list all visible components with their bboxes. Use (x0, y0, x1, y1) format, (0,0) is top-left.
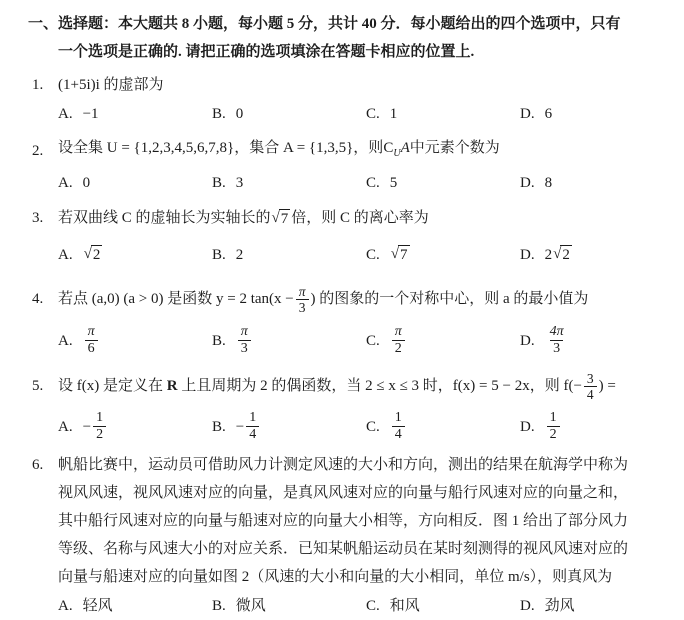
question-1-options (28, 100, 666, 128)
fraction-numerator: π (298, 283, 306, 299)
question-6-stem-line5: 向量与船速对应的向量如图 2（风速的大小和向量的大小相同，单位 m/s），则真风为 (58, 569, 613, 586)
stem-text: 倍，则 C 的离心率为 (291, 210, 429, 226)
question-5-option-b (212, 410, 366, 443)
fraction (584, 371, 597, 403)
fraction-numerator: 4π (549, 324, 564, 339)
fraction-denominator: 3 (296, 299, 309, 316)
fraction-denominator: 2 (392, 340, 405, 357)
fraction-denominator: 2 (547, 426, 560, 443)
fraction-numerator: 1 (96, 410, 104, 426)
radicand: 7 (400, 247, 408, 264)
question-6-stem-line3: 其中船行风速对应的向量与船速对应的向量大小相等，方向相反．图 1 给出了部分风力 (58, 513, 629, 530)
question-1-option-d (520, 100, 552, 128)
sqrt-expression (391, 245, 410, 265)
fraction-numerator: π (394, 324, 402, 339)
fraction-denominator: 4 (392, 426, 405, 443)
option-label: C. (366, 175, 380, 191)
question-4-option-c (366, 324, 520, 357)
question-6-option-b (212, 592, 366, 620)
sign: − (82, 418, 92, 435)
option-label: C. (366, 418, 380, 435)
fraction (85, 324, 98, 357)
fraction-denominator: 3 (238, 340, 251, 357)
fraction-numerator: 1 (394, 410, 402, 426)
option-label: A. (58, 175, 73, 191)
option-label: B. (212, 418, 226, 435)
fraction (392, 324, 405, 357)
option-label: A. (58, 332, 73, 349)
reals-symbol: R (166, 378, 178, 395)
section-header (28, 10, 666, 66)
fraction-numerator: π (87, 324, 95, 339)
question-2-option-a (58, 169, 212, 197)
radicand: 2 (92, 247, 101, 264)
option-label: A. (58, 418, 73, 435)
option-value: 5 (389, 175, 398, 191)
stem-text: ) = (598, 378, 616, 395)
fraction (547, 410, 560, 443)
fraction-denominator: 4 (246, 426, 259, 443)
option-label: B. (212, 247, 226, 263)
question-2-option-d (520, 169, 552, 197)
radicand: 7 (280, 211, 289, 227)
fraction-denominator: 4 (584, 386, 597, 403)
question-5 (28, 366, 666, 443)
question-6 (28, 451, 666, 620)
question-1-option-c (366, 100, 520, 128)
question-3-option-a (58, 241, 212, 269)
option-value: 6 (544, 106, 553, 122)
section-header-line2: 一个选项是正确的. 请把正确的选项填涂在答题卡相应的位置上. (58, 44, 475, 60)
option-label: D. (520, 247, 535, 263)
question-6-number: 6. (32, 457, 44, 474)
coefficient: 2 (544, 247, 553, 263)
radicand: 2 (562, 247, 570, 264)
stem-text: 设 f(x) 是定义在 (58, 378, 167, 395)
option-label: D. (520, 598, 535, 615)
option-label: B. (212, 175, 226, 191)
question-3-option-d (520, 241, 573, 269)
question-5-number: 5. (32, 378, 44, 395)
stem-text: ) 的图象的一个对称中心，则 a 的最小值为 (310, 291, 589, 307)
option-value: 8 (544, 175, 553, 191)
question-4-stem (58, 279, 666, 319)
question-3-number: 3. (32, 210, 44, 226)
question-4-options (28, 324, 666, 357)
fraction (238, 324, 251, 357)
stem-text: 若双曲线 C 的虚轴长为实轴长的 (58, 210, 271, 226)
option-label: D. (520, 418, 535, 435)
question-5-option-d (520, 410, 562, 443)
stem-text: 上且周期为 2 的偶函数，当 2 ≤ x ≤ 3 时，f(x) = 5 − 2x，则 f(− (177, 378, 582, 395)
stem-text: 中元素个数为 (409, 140, 500, 156)
question-4-option-a (58, 324, 212, 357)
section-header-line1: 一、选择题：本大题共 8 小题，每小题 5 分，共计 40 分．每小题给出的四个选项中，只有 (28, 16, 621, 32)
question-6-option-c (366, 592, 520, 620)
fraction-numerator: 3 (586, 370, 594, 386)
question-2-stem (58, 134, 666, 168)
option-label: C. (366, 247, 380, 263)
question-4-option-d (520, 324, 569, 357)
question-6-stem-line4: 等级、名称与风速大小的对应关系．已知某帆船运动员在某时刻测得的视风风速对应的 (58, 541, 629, 558)
option-value: 0 (82, 175, 91, 191)
option-label: B. (212, 332, 226, 349)
question-6-options (28, 592, 666, 620)
question-1-number: 1. (32, 77, 44, 93)
question-3-option-c (366, 241, 520, 269)
option-label: D. (520, 175, 535, 191)
question-1-option-b (212, 100, 366, 128)
fraction-denominator: 3 (550, 340, 563, 357)
question-2-number: 2. (32, 143, 44, 159)
sign: − (235, 418, 245, 435)
question-5-option-a (58, 410, 212, 443)
fraction-numerator: π (240, 324, 248, 339)
question-2-option-b (212, 169, 366, 197)
question-1-option-a (58, 100, 212, 128)
fraction-numerator: 1 (249, 410, 257, 426)
sqrt-expression (553, 245, 572, 265)
question-6-option-d (520, 592, 575, 620)
option-value: 2 (235, 247, 244, 263)
option-label: C. (366, 106, 380, 122)
option-label: B. (212, 598, 226, 615)
complement-subscript: U (393, 148, 401, 159)
fraction-denominator: 2 (93, 426, 106, 443)
question-6-option-a (58, 592, 212, 620)
option-label: D. (520, 106, 535, 122)
option-value: 0 (235, 106, 244, 122)
question-6-stem-line2: 视风风速，视风风速对应的向量，是真风风速对应的向量与船行风速对应的向量之和， (58, 485, 629, 502)
option-value: −1 (82, 106, 99, 122)
option-label: A. (58, 247, 73, 263)
option-label: A. (58, 598, 73, 615)
option-value: 3 (235, 175, 244, 191)
set-name: A (400, 140, 410, 156)
option-label: C. (366, 598, 380, 615)
sqrt-expression (84, 245, 103, 265)
question-4-number: 4. (32, 291, 44, 307)
question-5-stem (58, 366, 666, 406)
radical-sign: √ (271, 210, 280, 226)
option-value: 1 (389, 106, 398, 122)
stem-text: 设全集 U = {1,2,3,4,5,6,7,8}，集合 A = {1,3,5}，则 (58, 140, 384, 156)
sqrt-expression (272, 209, 291, 229)
fraction (547, 324, 567, 357)
question-4-option-b (212, 324, 366, 357)
question-2-option-c (366, 169, 520, 197)
option-label: B. (212, 106, 226, 122)
option-label: A. (58, 106, 73, 122)
question-5-option-c (366, 410, 520, 443)
question-3-option-b (212, 241, 366, 269)
question-3-stem (58, 203, 666, 233)
option-value: 轻风 (82, 598, 113, 615)
question-6-stem-line1: 帆船比赛中，运动员可借助风力计测定风速的大小和方向，测出的结果在航海学中称为 (58, 457, 629, 474)
fraction (392, 410, 405, 443)
radical-sign: √ (83, 246, 92, 263)
question-3-options (28, 241, 666, 269)
fraction-numerator: 1 (549, 410, 557, 426)
question-5-options (28, 410, 666, 443)
question-4 (28, 279, 666, 357)
fraction (93, 410, 106, 443)
question-2 (28, 134, 666, 197)
complement-symbol: C (383, 140, 394, 156)
question-3 (28, 203, 666, 269)
stem-text: 若点 (a,0) (a > 0) 是函数 y = 2 tan(x − (58, 291, 294, 307)
option-label: D. (520, 332, 535, 349)
question-1-stem: (1+5i)i 的虚部为 (58, 77, 164, 93)
radical-sign: √ (553, 246, 562, 263)
fraction (246, 410, 259, 443)
option-label: C. (366, 332, 380, 349)
question-2-options (28, 169, 666, 197)
fraction (296, 284, 309, 316)
radical-sign: √ (390, 246, 399, 263)
question-1 (28, 71, 666, 128)
fraction-denominator: 6 (85, 340, 98, 357)
option-value: 和风 (389, 598, 420, 615)
option-value: 微风 (235, 598, 266, 615)
option-value: 劲风 (544, 598, 575, 615)
